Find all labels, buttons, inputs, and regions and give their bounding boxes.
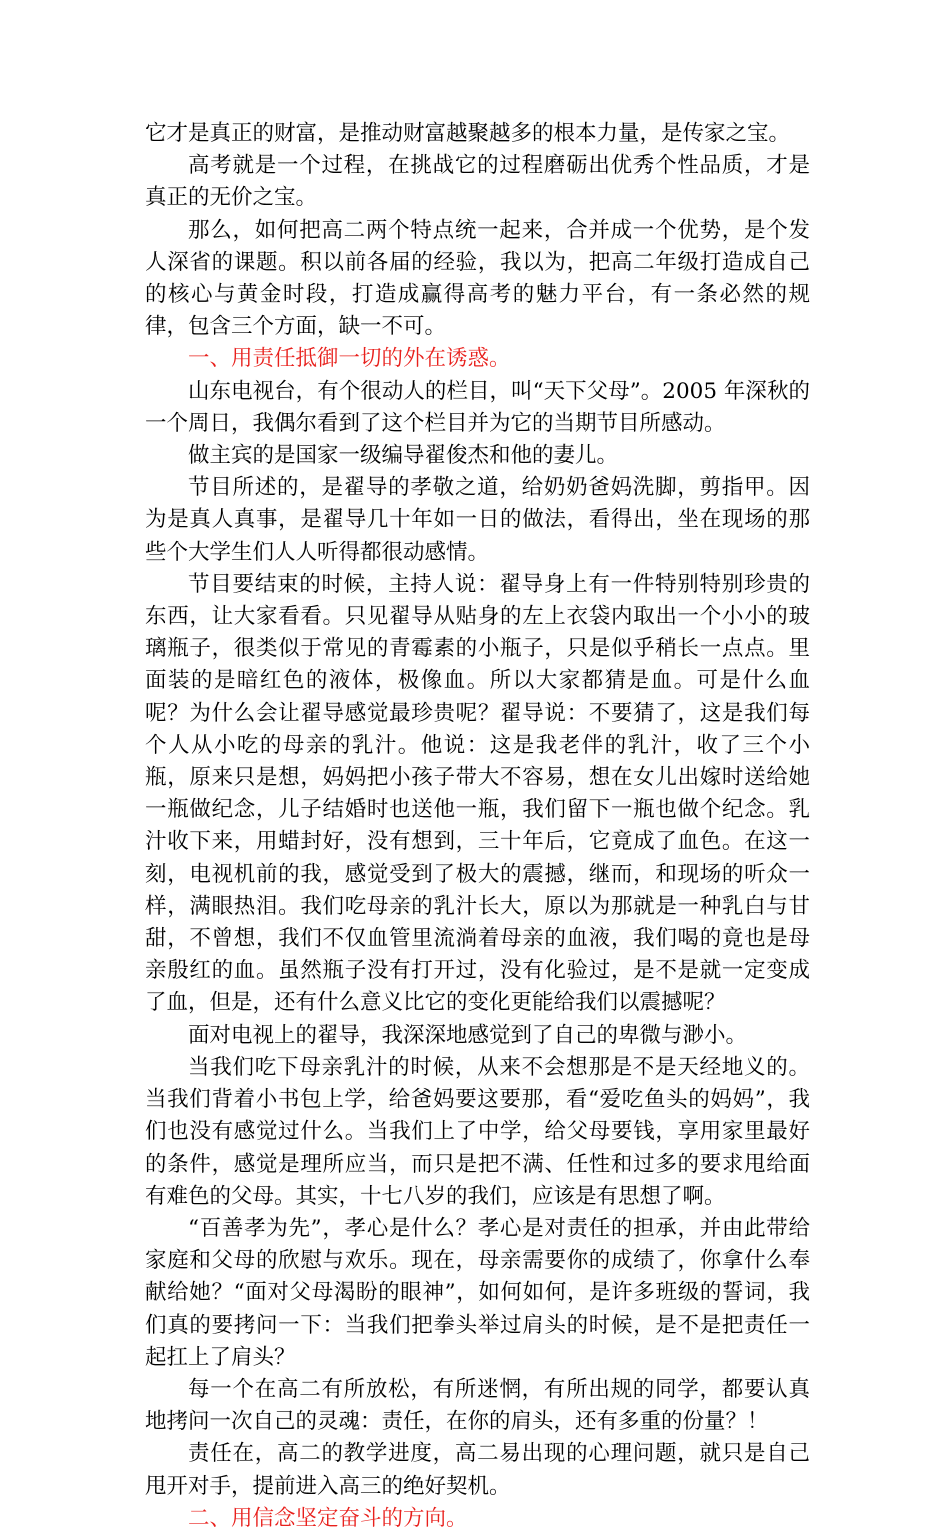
- paragraph: 责任在，高二的教学进度，高二易出现的心理问题，就只是自己甩开对手，提前进入高三的绝好契机。: [145, 1441, 810, 1499]
- document-page: [145, 118, 810, 1535]
- paragraph-continuation: 它才是真正的财富，是推动财富越聚越多的根本力量，是传家之宝。: [145, 121, 791, 146]
- paragraph: 当我们吃下母亲乳汁的时候，从来不会想那是不是天经地义的。当我们背着小书包上学，给爸妈要这要那，看“爱吃鱼头的妈妈”，我们也没有感觉过什么。当我们上了中学，给父母要钱，享用家里最好的条件，感觉是理所应当，而只是把不满、任性和过多的要求甩给面有难色的父母。其实，十七八岁的我们，应该是有思想了啊。: [145, 1054, 810, 1209]
- paragraph: 每一个在高二有所放松，有所迷惘，有所出规的同学，都要认真地拷问一次自己的灵魂：责任，在你的肩头，还有多重的份量？！: [145, 1376, 810, 1435]
- paragraph: 节目要结束的时候，主持人说：翟导身上有一件特别特别珍贵的东西，让大家看看。只见翟导从贴身的左上衣袋内取出一个小小的玻璃瓶子，很类似于常见的青霉素的小瓶子，只是似乎稍长一点点。里面装的是暗红色的液体，极像血。所以大家都猜是血。可是什么血呢？为什么会让翟导感觉最珍贵呢？翟导说：不要猜了，这是我们每个人从小吃的母亲的乳汁。他说：这是我老伴的乳汁，收了三个小瓶，原来只是想，妈妈把小孩子带大不容易，想在女儿出嫁时送给她一瓶做纪念，儿子结婚时也送他一瓶，我们留下一瓶也做个纪念。乳汁收下来，用蜡封好，没有想到，三十年后，它竟成了血色。在这一刻，电视机前的我，感觉受到了极大的震撼，继而，和现场的听众一样，满眼热泪。我们吃母亲的乳汁长大，原以为那就是一种乳白与甘甜，不曾想，我们不仅血管里流淌着母亲的血液，我们喝的竟也是母亲殷红的血。虽然瓶子没有打开过，没有化验过，是不是就一定变成了血，但是，还有什么意义比它的变化更能给我们以震撼呢？: [145, 571, 810, 1016]
- paragraph: 做主宾的是国家一级编导翟俊杰和他的妻儿。: [188, 443, 619, 469]
- paragraph: 那么，如何把高二两个特点统一起来，合并成一个优势，是个发人深省的课题。积以前各届的经验，我以为，把高二年级打造成自己的核心与黄金时段，打造成赢得高考的魅力平台，有一条必然的规律，包含三个方面，缺一不可。: [145, 217, 810, 340]
- paragraph: 面对电视上的翟导，我深深地感觉到了自己的卑微与渺小。: [188, 1022, 748, 1048]
- section-heading-2: 二、用信念坚定奋斗的方向。: [188, 1505, 468, 1531]
- paragraph: 节目所述的，是翟导的孝敬之道，给奶奶爸妈洗脚，剪指甲。因为是真人真事，是翟导几十年如一日的做法，看得出，坐在现场的那些个大学生们人人听得都很动感情。: [145, 475, 810, 565]
- paragraph: 高考就是一个过程，在挑战它的过程磨砺出优秀个性品质，才是真正的无价之宝。: [145, 153, 810, 211]
- paragraph: “百善孝为先”，孝心是什么？孝心是对责任的担承，并由此带给家庭和父母的欣慰与欢乐。现在，母亲需要你的成绩了，你拿什么奉献给她？“面对父母渴盼的眼神”，如何如何，是许多班级的誓词，我们真的要拷问一下：当我们把拳头举过肩头的时候，是不是把责任一起扛上了肩头？: [145, 1215, 810, 1370]
- section-heading-1: 一、用责任抵御一切的外在诱惑。: [188, 346, 511, 372]
- paragraph: 山东电视台，有个很动人的栏目，叫“天下父母”。2005 年深秋的一个周日，我偶尔看到了这个栏目并为它的当期节目所感动。: [145, 378, 810, 436]
